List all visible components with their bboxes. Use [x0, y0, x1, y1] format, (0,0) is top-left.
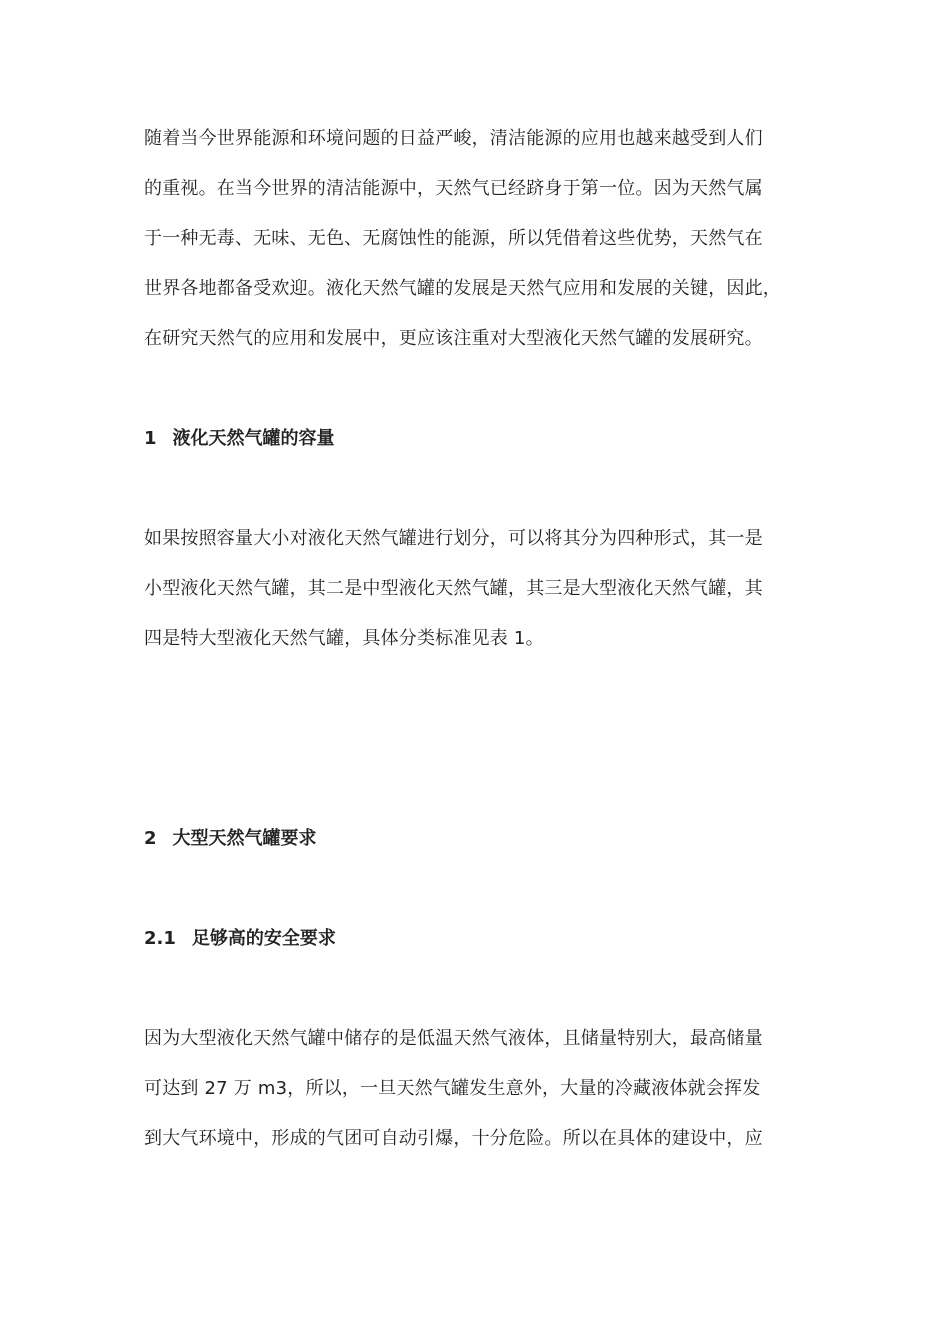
paragraph-line: 如果按照容量大小对液化天然气罐进行划分，可以将其分为四种形式，其一是	[144, 528, 763, 549]
spacer	[144, 864, 808, 914]
section-number: 2	[144, 828, 157, 849]
paragraph-line: 的重视。在当今世界的清洁能源中，天然气已经跻身于第一位。因为天然气属	[144, 178, 763, 199]
paragraph-line: 世界各地都备受欢迎。液化天然气罐的发展是天然气应用和发展的关键，因此，	[144, 278, 781, 299]
document-body	[144, 114, 808, 1164]
spacer	[144, 964, 808, 1014]
section-2-1-paragraph	[144, 1014, 808, 1164]
paragraph-line: 小型液化天然气罐，其二是中型液化天然气罐，其三是大型液化天然气罐，其	[144, 578, 763, 599]
paragraph-line: 四是特大型液化天然气罐，具体分类标准见表 1。	[144, 628, 544, 649]
section-title: 大型天然气罐要求	[172, 828, 317, 849]
section-1-heading	[144, 414, 808, 464]
paragraph-line: 到大气环境中，形成的气团可自动引爆，十分危险。所以在具体的建设中，应	[144, 1128, 763, 1149]
intro-paragraph	[144, 114, 808, 364]
paragraph-line: 可达到 27 万 m3，所以，一旦天然气罐发生意外，大量的冷藏液体就会挥发	[144, 1078, 761, 1099]
paragraph-line: 在研究天然气的应用和发展中，更应该注重对大型液化天然气罐的发展研究。	[144, 328, 763, 349]
section-number: 1	[144, 428, 157, 449]
spacer	[144, 364, 808, 414]
spacer	[144, 464, 808, 514]
section-title: 足够高的安全要求	[191, 928, 336, 949]
section-2-heading	[144, 814, 808, 864]
section-2-1-heading	[144, 914, 808, 964]
paragraph-line: 因为大型液化天然气罐中储存的是低温天然气液体，且储量特别大，最高储量	[144, 1028, 763, 1049]
section-1-paragraph	[144, 514, 808, 664]
paragraph-line: 于一种无毒、无味、无色、无腐蚀性的能源，所以凭借着这些优势，天然气在	[144, 228, 763, 249]
spacer	[144, 664, 808, 814]
paragraph-line: 随着当今世界能源和环境问题的日益严峻，清洁能源的应用也越来越受到人们	[144, 128, 763, 149]
section-title: 液化天然气罐的容量	[172, 428, 335, 449]
section-number: 2.1	[144, 928, 176, 949]
